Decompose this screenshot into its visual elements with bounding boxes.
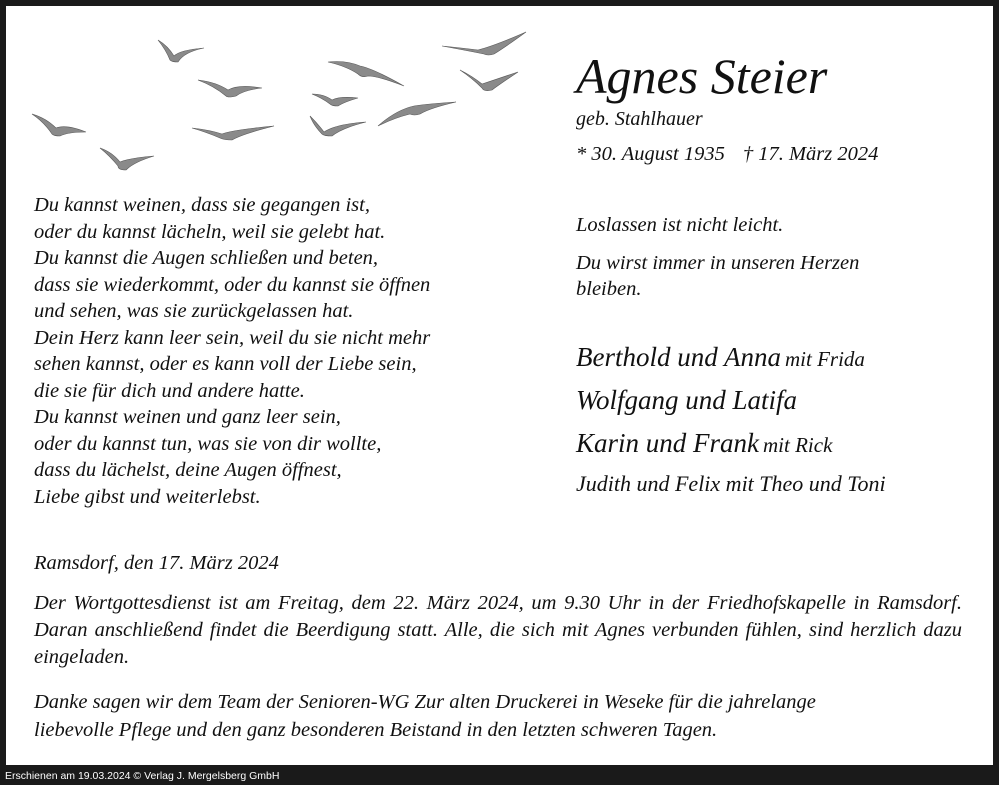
mourner-row — [576, 385, 886, 416]
birth-name: geb. Stahlhauer — [576, 108, 703, 130]
thanks-text — [34, 688, 966, 744]
poem-line: dass du lächelst, deine Augen öffnest, — [34, 459, 342, 481]
service-announcement: Der Wortgottesdienst ist am Freitag, dem 22. März 2024, um 9.30 Uhr in der Friedhofskapelle in Ramsdorf. Daran anschließend findet die Beerdigung statt. Alle, die sich mit Agnes verbunden fühlen, sind herzlich dazu eingeladen. — [34, 592, 962, 668]
poem-line: oder du kannst tun, was sie von dir wollte, — [34, 432, 382, 455]
poem-line: Du kannst die Augen schließen und beten, — [34, 247, 379, 269]
poem-line: dass sie wiederkommt, oder du kannst sie öffnen — [34, 273, 431, 296]
mourner-row — [576, 428, 886, 459]
obituary-card — [6, 6, 993, 765]
poem-line: oder du kannst lächeln, weil sie gelebt hat. — [34, 220, 386, 243]
seagull-icon — [198, 80, 262, 97]
poem-line: Dein Herz kann leer sein, weil du sie nicht mehr — [34, 326, 431, 349]
quote-line: bleiben. — [576, 278, 642, 300]
mourner-main: Karin und Frank — [576, 428, 760, 458]
mourner-main: Judith und Felix mit Theo und Toni — [576, 471, 886, 496]
mourner-row — [576, 471, 886, 497]
mourner-main: Wolfgang und Latifa — [576, 385, 798, 415]
seagull-icon — [192, 126, 274, 140]
thanks-line: liebevolle Pflege und den ganz besonderen Beistand in den letzten schweren Tagen. — [34, 719, 718, 741]
mourners-list — [576, 342, 886, 509]
seagull-icon — [32, 114, 86, 136]
mourner-row — [576, 342, 886, 373]
mourner-main: Berthold und Anna — [576, 342, 781, 372]
seagull-icon — [158, 40, 204, 62]
seagull-icon — [442, 32, 526, 55]
poem-line: Liebe gibst und weiterlebst. — [34, 485, 261, 508]
life-dates — [576, 143, 878, 166]
birth-date: * 30. August 1935 — [576, 143, 725, 165]
quote-line: Du wirst immer in unseren Herzen — [576, 252, 860, 274]
place-date: Ramsdorf, den 17. März 2024 — [34, 552, 279, 574]
mourner-extra: mit Frida — [785, 347, 865, 371]
seagull-icon — [100, 148, 154, 170]
quote-letting-go: Loslassen ist nicht leicht. — [576, 214, 784, 236]
poem-line: Du kannst weinen und ganz leer sein, — [34, 406, 341, 428]
thanks-line: Danke sagen wir dem Team der Senioren-WG Zur alten Druckerei in Weseke für die jahrelange — [34, 691, 816, 713]
mourner-extra: mit Rick — [763, 433, 833, 457]
death-date: † 17. März 2024 — [742, 143, 879, 165]
publication-footer: Erschienen am 19.03.2024 © Verlag J. Mergelsberg GmbH — [0, 767, 999, 785]
poem-line: und sehen, was sie zurückgelassen hat. — [34, 300, 354, 322]
seagull-icon — [310, 116, 366, 136]
poem-line: die sie für dich und andere hatte. — [34, 379, 305, 402]
poem — [34, 192, 430, 510]
seagull-icon — [328, 62, 404, 87]
poem-line: Du kannst weinen, dass sie gegangen ist, — [34, 194, 370, 216]
poem-line: sehen kannst, oder es kann voll der Liebe sein, — [34, 353, 417, 375]
seagull-icon — [378, 102, 456, 126]
quote-hearts — [576, 250, 859, 302]
seagull-icon — [312, 94, 358, 106]
seagulls-illustration — [6, 6, 566, 191]
deceased-name: Agnes Steier — [576, 48, 828, 104]
seagull-icon — [460, 70, 518, 91]
